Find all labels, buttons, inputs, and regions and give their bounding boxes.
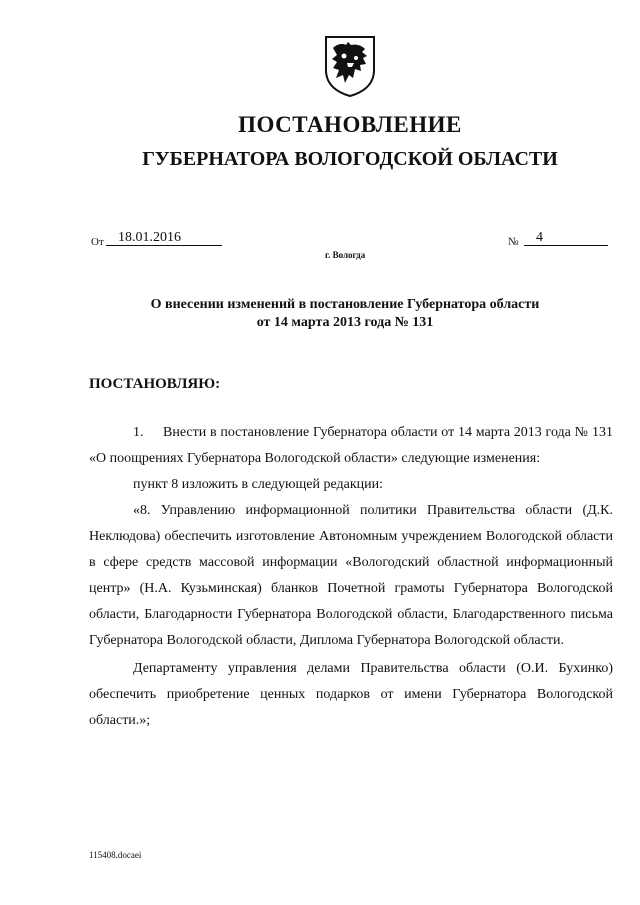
- document-title: ПОСТАНОВЛЕНИЕ: [238, 112, 462, 137]
- decree-heading: ПОСТАНОВЛЯЮ:: [89, 376, 221, 392]
- document-number: 4: [524, 230, 608, 246]
- document-date: 18.01.2016: [106, 230, 222, 246]
- paragraph-3: «8. Управлению информационной политики Правительства области (Д.К. Неклюдова) обеспечить изготовление Автономным учреждением Вологодской области в сфере средств массовой информации «Вологодский областной информационный центр» (Н.А. Кузьминская) бланков Почетной грамоты Губернатора Вологодской области, Благодарности Губернатора Вологодской области, Благодарственного письма Губернатора Вологодской области, Диплома Губернатора Вологодской области.: [89, 503, 613, 648]
- paragraph-4: Департаменту управления делами Правительства области (О.И. Бухинко) обеспечить приобретение ценных подарков от имени Губернатора Вологодской области.»;: [89, 661, 613, 728]
- item-1-text: Внести в постановление Губернатора области от 14 марта 2013 года № 131 «О поощрениях Губернатора Вологодской области» следующие изменения:: [89, 425, 613, 466]
- document-subtitle: ГУБЕРНАТОРА ВОЛОГОДСКОЙ ОБЛАСТИ: [142, 148, 558, 170]
- number-label: №: [508, 236, 519, 248]
- coat-of-arms-icon: [323, 34, 377, 98]
- paragraph-item-1: [89, 420, 613, 472]
- file-id: 115408.docaei: [89, 850, 142, 860]
- city-label: г. Вологда: [325, 250, 366, 260]
- document-subject: [120, 296, 570, 332]
- paragraph-2: пункт 8 изложить в следующей редакции:: [133, 477, 383, 492]
- item-number: 1.: [133, 425, 144, 440]
- from-label: От: [91, 236, 104, 248]
- document-body: [89, 420, 613, 734]
- subject-line-2: от 14 марта 2013 года № 131: [256, 315, 434, 330]
- subject-line-1: О внесении изменений в постановление Губернатора области: [150, 297, 540, 312]
